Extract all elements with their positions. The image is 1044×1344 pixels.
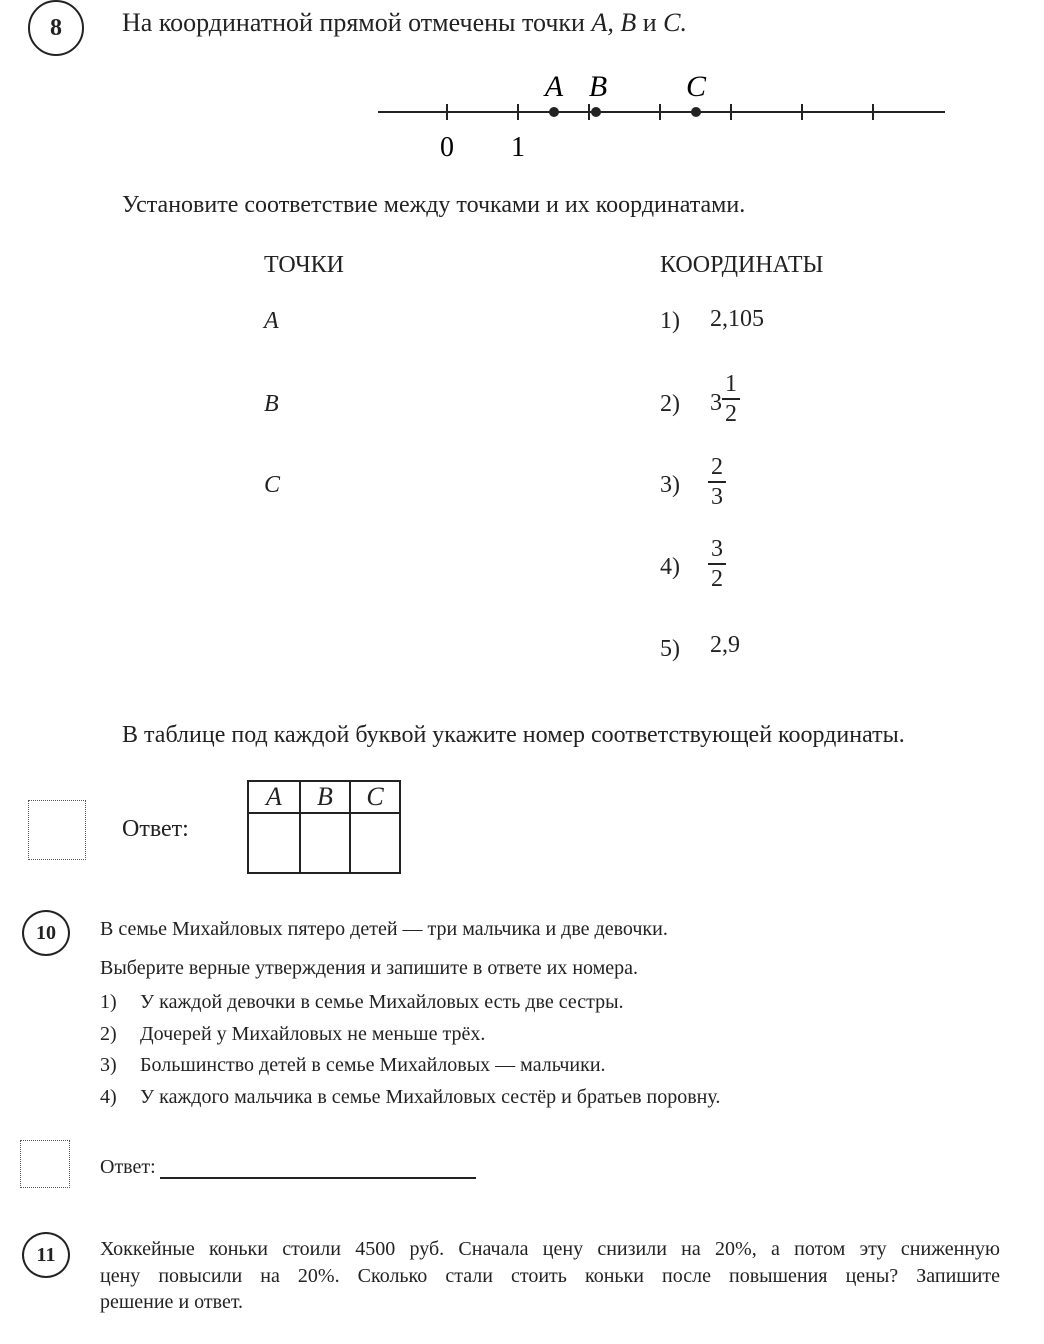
coord-number: 5) [660,636,680,662]
denominator: 2 [725,401,737,427]
point-label-c: C [264,472,281,498]
coord-fraction-3 [708,455,726,509]
option-text: У каждой девочки в семье Михайловых есть две сестры. [140,991,624,1013]
coord-whole-2: 3 [710,390,722,416]
task8-title: На координатной прямой отмечены точки A, B и C. [122,8,688,37]
point-b-dot [591,107,601,117]
point-label-a: A [264,308,279,334]
score-box [28,800,86,860]
numerator: 2 [711,454,723,480]
point-a-label: A [544,70,564,103]
point-b-label: B [588,70,608,103]
numerator: 1 [725,371,737,397]
task10-line1: В семье Михайловых пятеро детей — три мальчика и две девочки. [100,918,668,940]
task10-line2: Выберите верные утверждения и запишите в ответе их номера. [100,957,639,979]
task11-line3: решение и ответ. [100,1291,244,1313]
point-c-dot [691,107,701,117]
task-number-badge: 11 [22,1232,70,1278]
point-c-label: C [685,70,707,103]
denominator: 2 [711,566,723,592]
score-box [20,1140,70,1188]
option-number: 1) [100,991,117,1013]
numerator: 3 [711,536,723,562]
coord-number: 4) [660,554,680,580]
answer-line[interactable] [160,1155,476,1179]
coord-value-5: 2,9 [710,632,740,658]
point-label-b: B [264,391,279,417]
option-number: 2) [100,1023,117,1045]
answer-cell-b[interactable] [300,813,350,873]
option-text: Дочерей у Михайловых не меньше трёх. [140,1023,486,1045]
answer-cell-a[interactable] [248,813,300,873]
task-number-badge: 8 [28,0,84,56]
coord-fraction-4 [708,537,726,591]
number-line [370,60,960,170]
option-number: 3) [100,1054,117,1076]
coord-value-1: 2,105 [710,306,764,332]
answer-table-header: C [350,781,400,813]
task8-instruction: Установите соответствие между точками и их координатами. [122,192,746,218]
points-header: ТОЧКИ [264,252,345,278]
coord-fraction-2 [722,372,740,426]
option-text: У каждого мальчика в семье Михайловых сестёр и братьев поровну. [140,1086,721,1108]
tick-label-1: 1 [511,132,525,163]
task11-line2: цену повысили на 20%. Сколько стали стоить коньки после повышения цены? Запишите [100,1265,1000,1287]
option-text: Большинство детей в семье Михайловых — мальчики. [140,1054,606,1076]
answer-label: Ответ: [122,816,189,842]
coords-header: КООРДИНАТЫ [660,252,824,278]
answer-label: Ответ: [100,1156,156,1178]
answer-table [247,780,401,874]
point-a-dot [549,107,559,117]
option-number: 4) [100,1086,117,1108]
tick-label-0: 0 [440,132,454,163]
coord-number: 2) [660,391,680,417]
table-instruction: В таблице под каждой буквой укажите номер соответствующей координаты. [122,722,905,748]
task11-line1: Хоккейные коньки стоили 4500 руб. Сначала цену снизили на 20%, а потом эту сниженную [100,1238,1000,1260]
denominator: 3 [711,484,723,510]
answer-table-header: B [300,781,350,813]
coord-number: 3) [660,472,680,498]
task-number-badge: 10 [22,910,70,956]
coord-number: 1) [660,308,680,334]
answer-row [100,1155,476,1179]
answer-table-header: A [248,781,300,813]
answer-cell-c[interactable] [350,813,400,873]
